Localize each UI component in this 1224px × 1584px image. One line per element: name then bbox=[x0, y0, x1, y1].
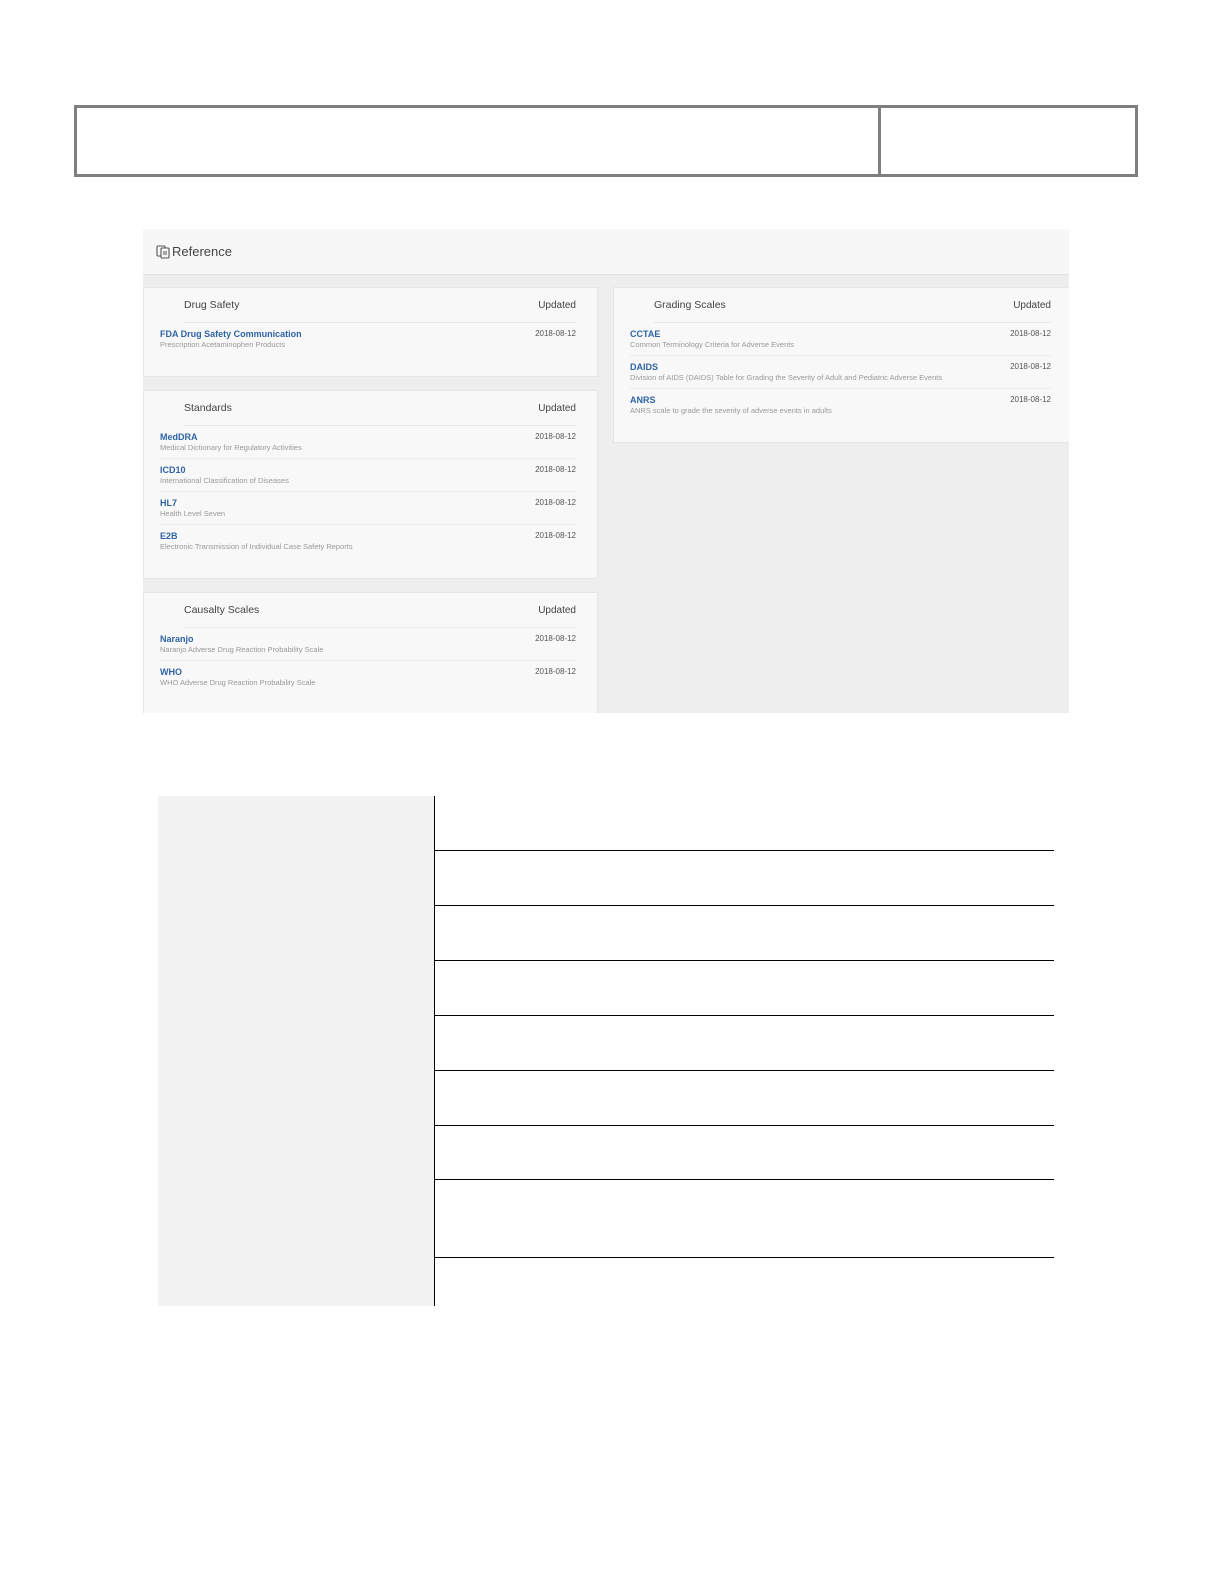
label-cell bbox=[158, 905, 435, 960]
updated-date: 2018-08-12 bbox=[1010, 329, 1051, 338]
value-cell bbox=[435, 1070, 1055, 1125]
reference-link[interactable]: MedDRA bbox=[160, 432, 198, 442]
value-cell bbox=[435, 796, 1055, 850]
list-item bbox=[630, 323, 1051, 356]
page-title: Reference bbox=[172, 244, 232, 259]
reference-link[interactable]: CCTAE bbox=[630, 329, 661, 339]
reference-description: Health Level Seven bbox=[160, 509, 226, 518]
list-item bbox=[160, 525, 576, 558]
reference-link[interactable]: DAIDS bbox=[630, 362, 659, 372]
causality-scales-panel bbox=[143, 592, 598, 713]
updated-column-label: Updated bbox=[538, 299, 576, 311]
details-table bbox=[158, 796, 1054, 1306]
reference-link[interactable]: ANRS bbox=[630, 395, 656, 405]
list-item bbox=[630, 356, 1051, 389]
panel-heading: Causalty Scales bbox=[184, 604, 260, 616]
value-cell bbox=[435, 960, 1055, 1015]
value-cell bbox=[435, 850, 1055, 905]
table-row bbox=[158, 960, 1054, 1015]
label-cell bbox=[158, 1257, 435, 1306]
label-cell bbox=[158, 960, 435, 1015]
reference-description: WHO Adverse Drug Reaction Probability Scale bbox=[160, 678, 316, 687]
app-header bbox=[143, 229, 1069, 275]
list-item bbox=[160, 661, 576, 694]
updated-column-label: Updated bbox=[538, 402, 576, 414]
label-cell bbox=[158, 796, 435, 850]
updated-date: 2018-08-12 bbox=[535, 498, 576, 507]
updated-date: 2018-08-12 bbox=[1010, 395, 1051, 404]
document-header-table bbox=[74, 105, 1138, 177]
panel-header bbox=[184, 391, 576, 426]
standards-panel bbox=[143, 390, 598, 579]
panel-heading: Standards bbox=[184, 402, 232, 414]
reference-description: Common Terminology Criteria for Adverse Events bbox=[630, 340, 795, 349]
header-meta-cell bbox=[881, 108, 1135, 174]
updated-date: 2018-08-12 bbox=[535, 329, 576, 338]
table-row bbox=[158, 1257, 1054, 1306]
value-cell bbox=[435, 905, 1055, 960]
table-row bbox=[158, 1015, 1054, 1070]
reference-description: Medical Dictionary for Regulatory Activities bbox=[160, 443, 302, 452]
value-cell bbox=[435, 1015, 1055, 1070]
updated-date: 2018-08-12 bbox=[535, 634, 576, 643]
panel-header bbox=[184, 593, 576, 628]
updated-date: 2018-08-12 bbox=[535, 531, 576, 540]
updated-date: 2018-08-12 bbox=[535, 465, 576, 474]
reference-description: Prescription Acetaminophen Products bbox=[160, 340, 286, 349]
updated-column-label: Updated bbox=[538, 604, 576, 616]
panel-heading: Grading Scales bbox=[654, 299, 726, 311]
updated-column-label: Updated bbox=[1013, 299, 1051, 311]
table-row bbox=[158, 850, 1054, 905]
table-row bbox=[158, 1125, 1054, 1179]
reference-link[interactable]: FDA Drug Safety Communication bbox=[160, 329, 302, 339]
reference-description: Division of AIDS (DAIDS) Table for Grading the Severity of Adult and Pediatric Adverse Events bbox=[630, 373, 943, 382]
list-item bbox=[160, 459, 576, 492]
drug-safety-panel bbox=[143, 287, 598, 377]
value-cell bbox=[435, 1257, 1055, 1306]
reference-screen bbox=[143, 229, 1069, 713]
label-cell bbox=[158, 850, 435, 905]
reference-description: Electronic Transmission of Individual Case Safety Reports bbox=[160, 542, 353, 551]
reference-description: ANRS scale to grade the severity of adverse events in adults bbox=[630, 406, 832, 415]
label-cell bbox=[158, 1179, 435, 1257]
reference-description: Naranjo Adverse Drug Reaction Probability Scale bbox=[160, 645, 324, 654]
list-item bbox=[160, 323, 576, 356]
list-item bbox=[630, 389, 1051, 422]
updated-date: 2018-08-12 bbox=[1010, 362, 1051, 371]
label-cell bbox=[158, 1015, 435, 1125]
label-cell bbox=[158, 1125, 435, 1179]
list-item bbox=[160, 628, 576, 661]
table-row bbox=[158, 905, 1054, 960]
reference-docs-icon bbox=[156, 244, 171, 259]
reference-link[interactable]: E2B bbox=[160, 531, 178, 541]
panel-header bbox=[654, 288, 1051, 323]
panel-header bbox=[184, 288, 576, 323]
reference-link[interactable]: WHO bbox=[160, 667, 182, 677]
updated-date: 2018-08-12 bbox=[535, 432, 576, 441]
header-title-cell bbox=[77, 108, 881, 174]
reference-link[interactable]: HL7 bbox=[160, 498, 178, 508]
reference-link[interactable]: ICD10 bbox=[160, 465, 186, 475]
value-cell bbox=[435, 1125, 1055, 1179]
table-row bbox=[158, 1179, 1054, 1257]
list-item bbox=[160, 492, 576, 525]
value-cell bbox=[435, 1179, 1055, 1257]
list-item bbox=[160, 426, 576, 459]
updated-date: 2018-08-12 bbox=[535, 667, 576, 676]
reference-link[interactable]: Naranjo bbox=[160, 634, 194, 644]
panel-heading: Drug Safety bbox=[184, 299, 240, 311]
reference-description: International Classification of Diseases bbox=[160, 476, 289, 485]
grading-scales-panel bbox=[613, 287, 1069, 443]
table-row bbox=[158, 796, 1054, 850]
